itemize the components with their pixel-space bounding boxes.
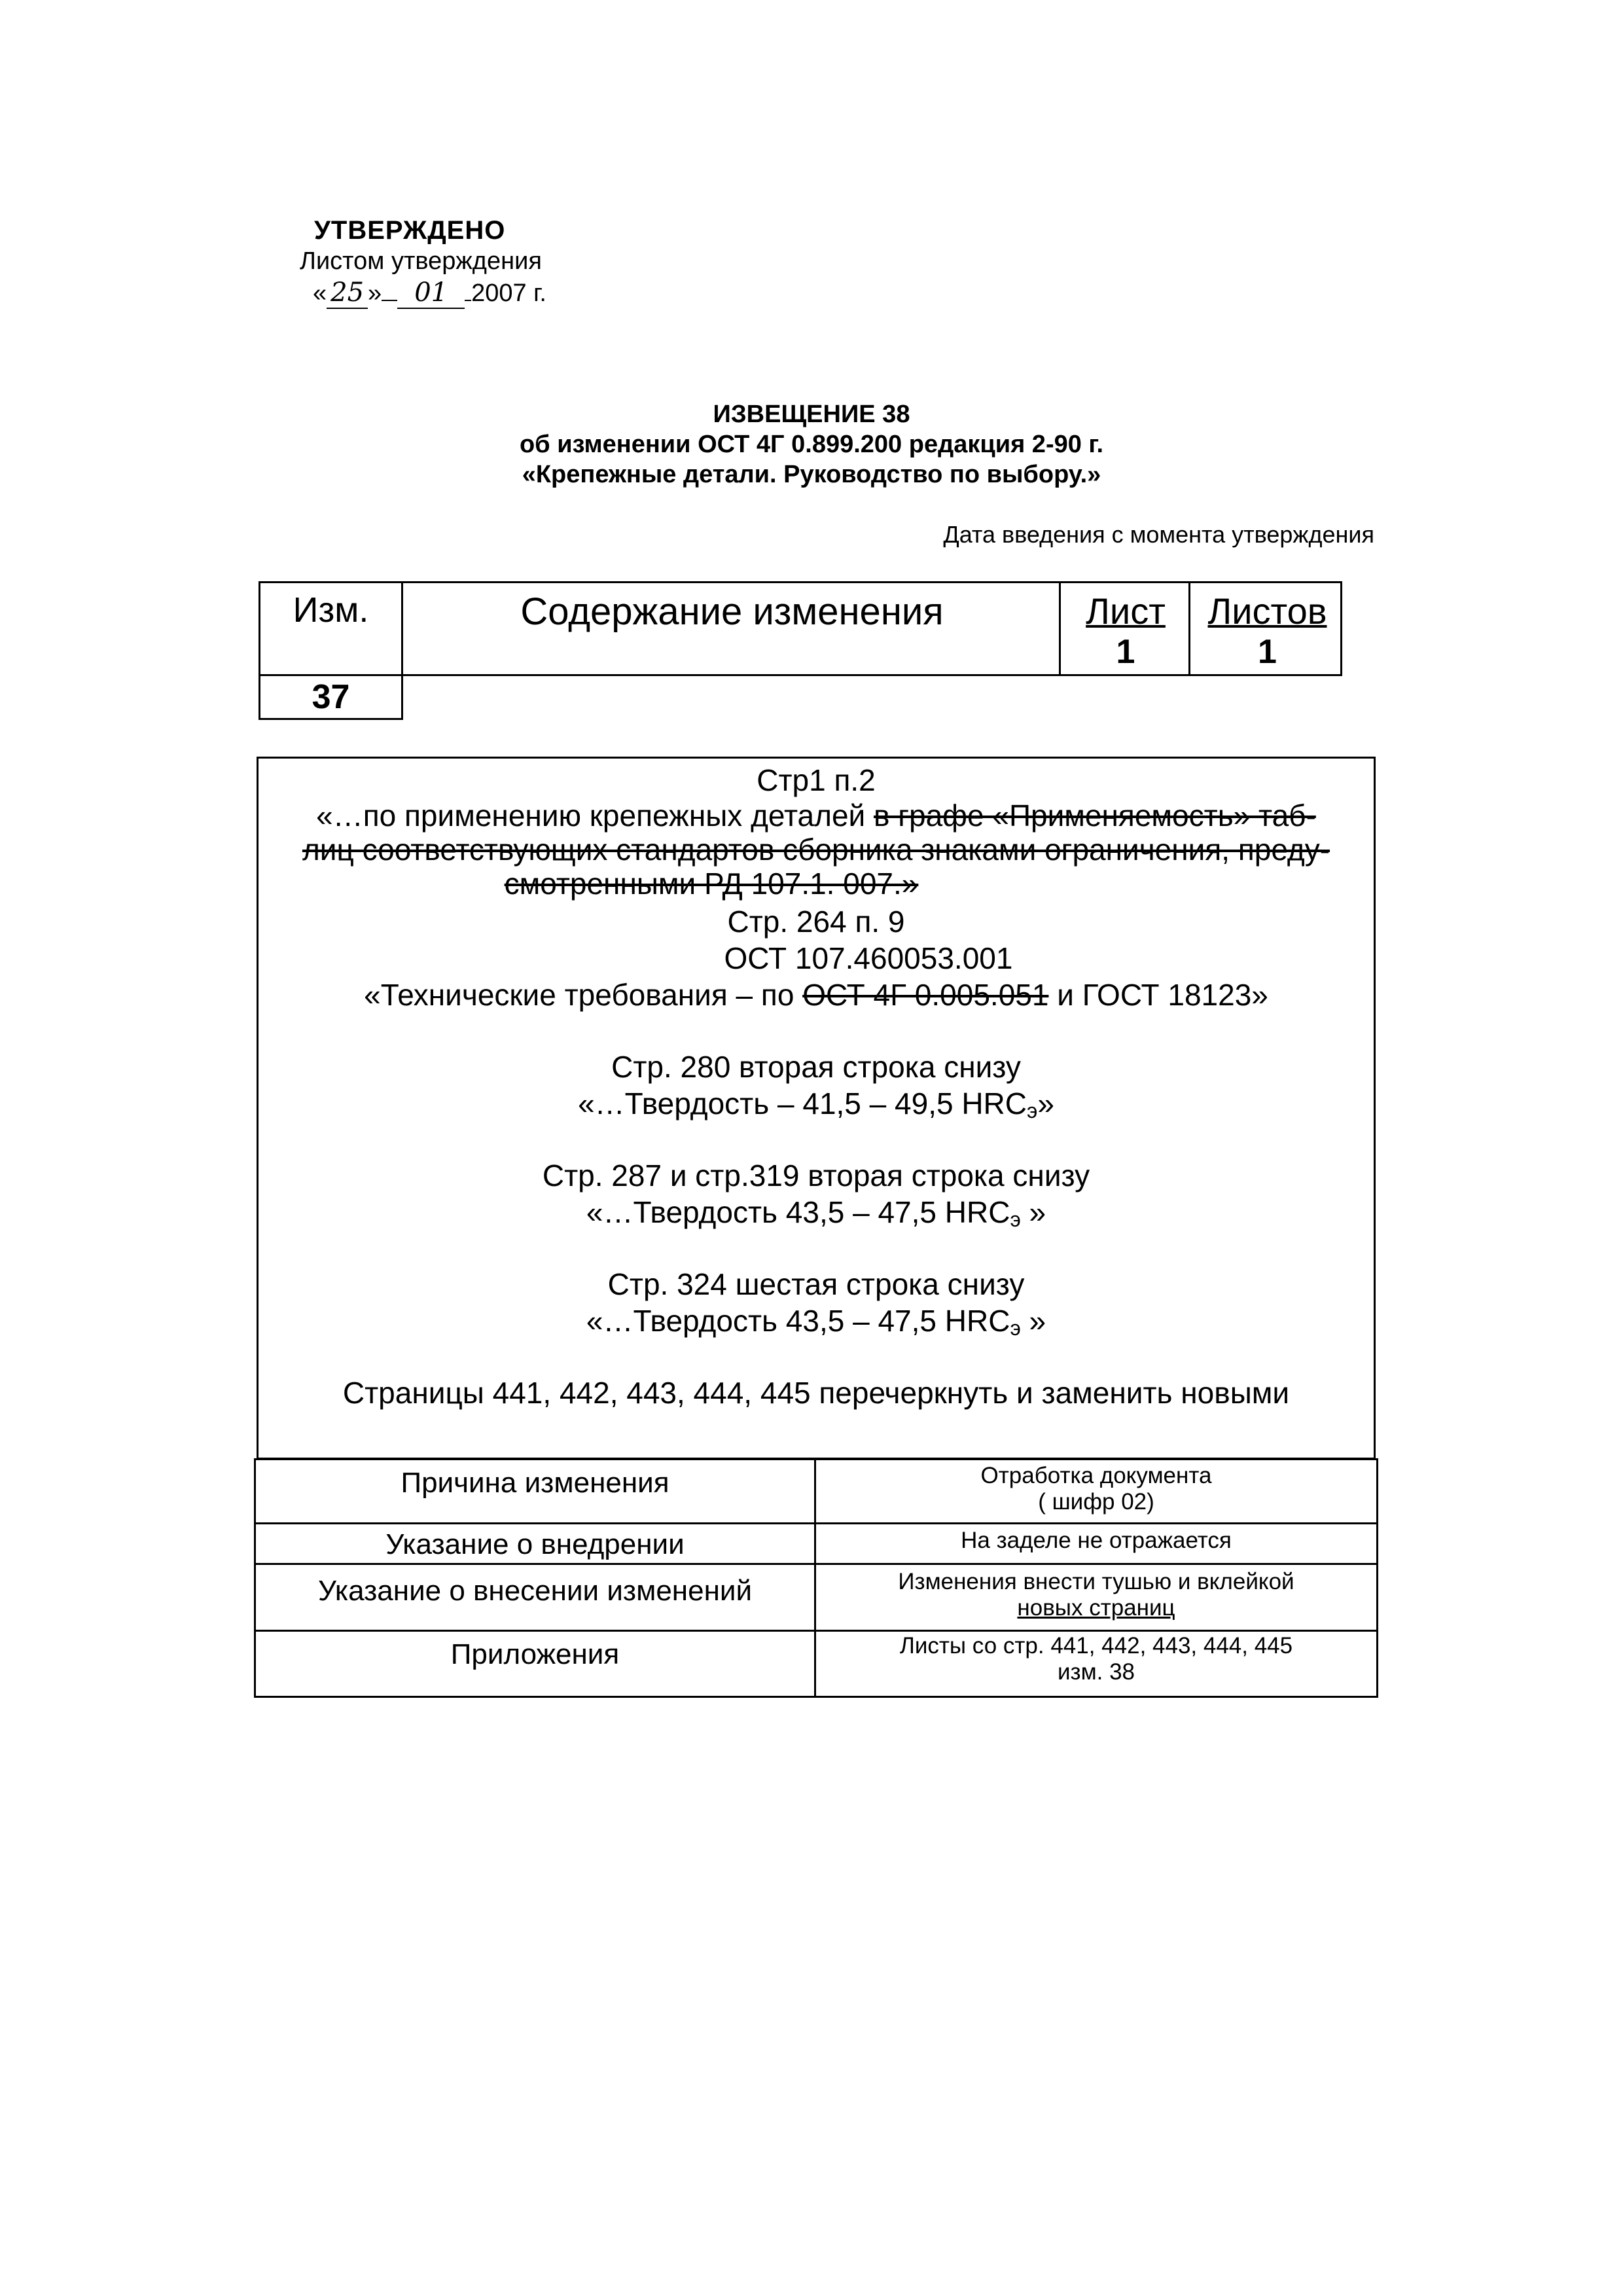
content-line-14: Страницы 441, 442, 443, 444, 445 перечеркнуть и заменить новыми: [342, 1376, 1290, 1410]
approval-by: Листом утверждения: [300, 247, 542, 275]
content-line-8: Стр. 280 вторая строка снизу: [611, 1050, 1021, 1084]
implementation-label: Указание о внедрении: [256, 1524, 816, 1563]
notice-subtitle: об изменении ОСТ 4Г 0.899.200 редакция 2-90 г.: [519, 431, 1104, 458]
sheets-value: 1: [1258, 633, 1277, 671]
approval-date: « 25 » 01 2007 г.: [313, 278, 546, 308]
sheets-header: Листов: [1207, 590, 1327, 632]
approval-day: 25: [327, 278, 368, 309]
content-line-4: смотренными РД 107.1. 007.»: [504, 867, 919, 901]
table-row: [256, 1524, 1376, 1565]
reason-label: Причина изменения: [256, 1460, 816, 1522]
sheet-col: [1061, 583, 1190, 672]
content-line-7: «Технические требования – по ОСТ 4Г 0.005.051 и ГОСТ 18123»: [364, 978, 1268, 1012]
notice-title: ИЗВЕЩЕНИЕ 38: [713, 401, 910, 428]
content-header-cell: [401, 581, 1342, 676]
izm-header-cell: [259, 581, 403, 676]
content-line-1: Стр1 п.2: [757, 763, 876, 797]
struck-text: ОСТ 4Г 0.005.051: [802, 978, 1049, 1012]
notice-doc-title: «Крепежные детали. Руководство по выбору.»: [522, 461, 1101, 488]
changes-value: Изменения внести тушью и вклейкой новых страниц: [898, 1569, 1294, 1621]
content-line-2: «…по применению крепежных деталей в графе «Применяемость» таб-: [316, 798, 1316, 833]
info-table: [254, 1458, 1378, 1698]
table-row: [256, 1565, 1376, 1632]
table-row: [256, 1460, 1376, 1524]
content-line-10: Стр. 287 и стр.319 вторая строка снизу: [542, 1158, 1090, 1193]
content-line-9: «…Твердость – 41,5 – 49,5 HRCэ»: [578, 1086, 1054, 1122]
attachments-label: Приложения: [256, 1632, 816, 1696]
change-table: [259, 581, 1371, 720]
content-line-12: Стр. 324 шестая строка снизу: [607, 1267, 1025, 1301]
approval-title: УТВЕРЖДЕНО: [314, 216, 506, 245]
intro-date: Дата введения с момента утверждения: [943, 521, 1374, 548]
izm-value-cell: [259, 674, 403, 720]
izm-value: 37: [312, 678, 350, 716]
approval-year: 2007 г.: [471, 279, 546, 307]
struck-text: в графе «Применяемость» таб-: [874, 798, 1316, 833]
content-line-3: лиц соответствующих стандартов сборника знаками ограничения, преду-: [302, 833, 1330, 867]
implementation-value: На заделе не отражается: [961, 1528, 1232, 1553]
sheet-value: 1: [1116, 633, 1135, 671]
content-line-13: «…Твердость 43,5 – 47,5 HRCэ »: [586, 1304, 1046, 1340]
approval-month: 01: [397, 278, 465, 309]
izm-header: Изм.: [293, 590, 369, 630]
content-box: [257, 757, 1376, 1460]
content-line-5: Стр. 264 п. 9: [727, 905, 905, 939]
content-line-11: «…Твердость 43,5 – 47,5 HRCэ »: [586, 1195, 1046, 1231]
table-row: [256, 1632, 1376, 1696]
reason-value: Отработка документа ( шифр 02): [980, 1463, 1212, 1515]
content-header: Содержание изменения: [520, 590, 944, 633]
sheet-header: Лист: [1086, 590, 1166, 632]
sheets-col: [1190, 583, 1344, 672]
changes-label: Указание о внесении изменений: [256, 1565, 816, 1630]
attachments-value: Листы со стр. 441, 442, 443, 444, 445 изм. 38: [899, 1633, 1293, 1685]
content-line-6: ОСТ 107.460053.001: [724, 941, 1013, 975]
